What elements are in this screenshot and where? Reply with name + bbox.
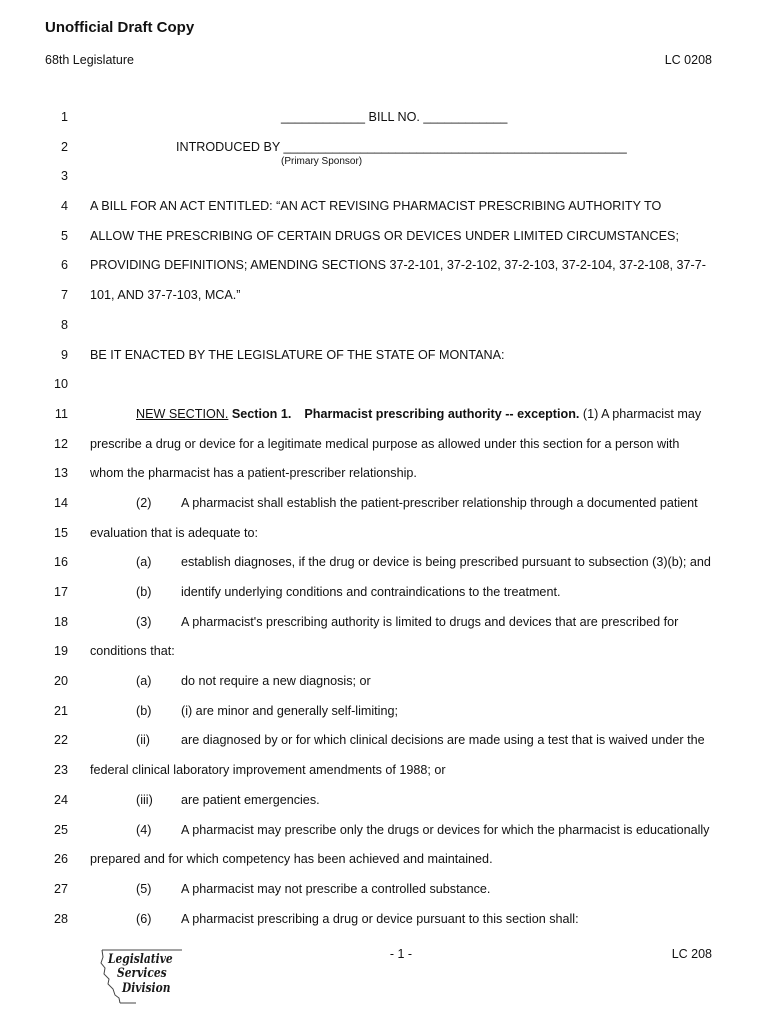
- line-text: prepared and for which competency has been achieved and maintained.: [90, 852, 493, 867]
- line-text: establish diagnoses, if the drug or device is being prescribed pursuant to subsection (3)(b); and: [181, 555, 711, 570]
- subsection-marker: (b): [136, 585, 152, 599]
- subsection-marker: (3): [136, 614, 152, 629]
- section-number: Section 1.: [231, 406, 292, 421]
- line-21: [0, 697, 770, 727]
- subsection-marker: (iii): [136, 792, 153, 807]
- primary-sponsor-label: (Primary Sponsor): [281, 155, 363, 167]
- line-28: [0, 905, 770, 935]
- bill-text: [0, 103, 770, 934]
- logo-word-division: Division: [122, 981, 171, 996]
- enacting-clause: BE IT ENACTED BY THE LEGISLATURE OF THE STATE OF MONTANA:: [90, 347, 505, 362]
- line-text: 101, AND 37-7-103, MCA.”: [90, 288, 241, 303]
- subsection-marker: (4): [136, 822, 152, 837]
- line-number: 11: [54, 406, 68, 421]
- line-number: 15: [53, 525, 68, 540]
- new-section-label: NEW SECTION.: [136, 406, 229, 421]
- line-number: 16: [53, 555, 68, 570]
- line-text: A BILL FOR AN ACT ENTITLED: “AN ACT REVISING PHARMACIST PRESCRIBING AUTHORITY TO: [90, 199, 662, 214]
- line-number: 19: [53, 644, 68, 659]
- line-number: 12: [53, 436, 68, 451]
- line-1: [0, 103, 770, 133]
- line-4: [0, 192, 770, 222]
- line-25: [0, 816, 770, 846]
- line-19: [0, 637, 770, 667]
- subsection-marker: (a): [136, 555, 152, 570]
- subsection-marker: (6): [136, 911, 152, 926]
- line-text: ALLOW THE PRESCRIBING OF CERTAIN DRUGS OR DEVICES UNDER LIMITED CIRCUMSTANCES;: [90, 228, 679, 243]
- line-number: 20: [53, 674, 68, 689]
- line-text: (i) are minor and generally self-limiting;: [181, 703, 398, 718]
- line-23: [0, 756, 770, 786]
- legislative-services-division-logo: [96, 944, 192, 1006]
- line-16: [0, 548, 770, 578]
- draft-title: Unofficial Draft Copy: [45, 19, 195, 36]
- line-12: [0, 430, 770, 460]
- line-text: PROVIDING DEFINITIONS; AMENDING SECTIONS 37-2-101, 37-2-102, 37-2-103, 37-2-104, 37-2-108, 37-7-: [90, 258, 706, 273]
- line-text: do not require a new diagnosis; or: [181, 674, 371, 689]
- line-number: 28: [53, 911, 68, 926]
- line-number: 7: [60, 288, 68, 303]
- introduced-by-blank: INTRODUCED BY _________________________________________________: [176, 139, 627, 154]
- subsection-marker: (2): [136, 495, 152, 510]
- logo-word-legislative: Legislative: [108, 952, 173, 967]
- line-text: conditions that:: [90, 644, 175, 659]
- line-number: 6: [60, 258, 68, 273]
- line-8: [0, 311, 770, 341]
- line-number: 21: [53, 703, 68, 718]
- line-number: 4: [60, 199, 68, 214]
- line-number: 10: [53, 377, 68, 392]
- line-number: 2: [60, 139, 68, 154]
- line-number: 17: [53, 585, 68, 599]
- line-18: [0, 608, 770, 638]
- line-text: whom the pharmacist has a patient-prescriber relationship.: [90, 466, 417, 481]
- line-text: are patient emergencies.: [181, 792, 320, 807]
- line-text: (1) A pharmacist may: [582, 406, 702, 421]
- line-number: 25: [53, 822, 68, 837]
- page-number: - 1 -: [389, 947, 413, 961]
- line-text: A pharmacist shall establish the patient-prescriber relationship through a documented patient: [181, 495, 698, 510]
- subsection-marker: (ii): [136, 733, 150, 748]
- line-13: [0, 459, 770, 489]
- section-heading-line: [136, 400, 701, 430]
- subsection-marker: (b): [136, 703, 152, 718]
- line-24: [0, 786, 770, 816]
- line-text: A pharmacist prescribing a drug or device pursuant to this section shall:: [181, 911, 579, 926]
- section-title: Pharmacist prescribing authority -- exception.: [304, 406, 580, 421]
- line-number: 3: [60, 169, 68, 184]
- line-10: [0, 370, 770, 400]
- line-6: [0, 251, 770, 281]
- line-number: 23: [53, 763, 68, 778]
- subsection-marker: (a): [136, 674, 152, 689]
- line-number: 26: [53, 852, 68, 867]
- line-22: [0, 726, 770, 756]
- line-text: A pharmacist may prescribe only the drugs or devices for which the pharmacist is educationally: [181, 822, 710, 837]
- line-17: [0, 578, 770, 608]
- line-5: [0, 222, 770, 252]
- line-11: [0, 400, 770, 430]
- bill-number-blank: ____________ BILL NO. ____________: [281, 110, 508, 124]
- line-text: federal clinical laboratory improvement amendments of 1988; or: [90, 763, 446, 778]
- line-26: [0, 845, 770, 875]
- line-text: evaluation that is adequate to:: [90, 525, 259, 540]
- line-number: 8: [60, 317, 68, 332]
- line-number: 24: [53, 792, 68, 807]
- line-9: [0, 341, 770, 371]
- line-text: A pharmacist may not prescribe a controlled substance.: [181, 881, 491, 896]
- line-number: 9: [60, 347, 68, 362]
- line-3: [0, 162, 770, 192]
- line-number: 22: [53, 733, 68, 748]
- logo-word-services: Services: [117, 966, 167, 981]
- line-text: identify underlying conditions and contraindications to the treatment.: [181, 585, 561, 599]
- lc-number-header: LC 0208: [664, 53, 712, 67]
- lc-number-footer: LC 208: [671, 947, 712, 961]
- line-text: are diagnosed by or for which clinical decisions are made using a test that is waived under the: [181, 733, 705, 748]
- line-15: [0, 519, 770, 549]
- line-text: A pharmacist's prescribing authority is limited to drugs and devices that are prescribed for: [181, 614, 679, 629]
- line-2: [0, 133, 770, 167]
- line-7: [0, 281, 770, 311]
- line-number: 18: [53, 614, 68, 629]
- line-14: [0, 489, 770, 519]
- subsection-marker: (5): [136, 881, 152, 896]
- line-number: 27: [53, 881, 68, 896]
- legislature-label: 68th Legislature: [45, 53, 134, 67]
- line-number: 1: [60, 110, 68, 124]
- line-number: 14: [53, 495, 68, 510]
- line-20: [0, 667, 770, 697]
- line-text: prescribe a drug or device for a legitimate medical purpose as allowed under this section for a person with: [90, 436, 680, 451]
- line-number: 13: [53, 466, 68, 481]
- line-number: 5: [60, 228, 68, 243]
- line-27: [0, 875, 770, 905]
